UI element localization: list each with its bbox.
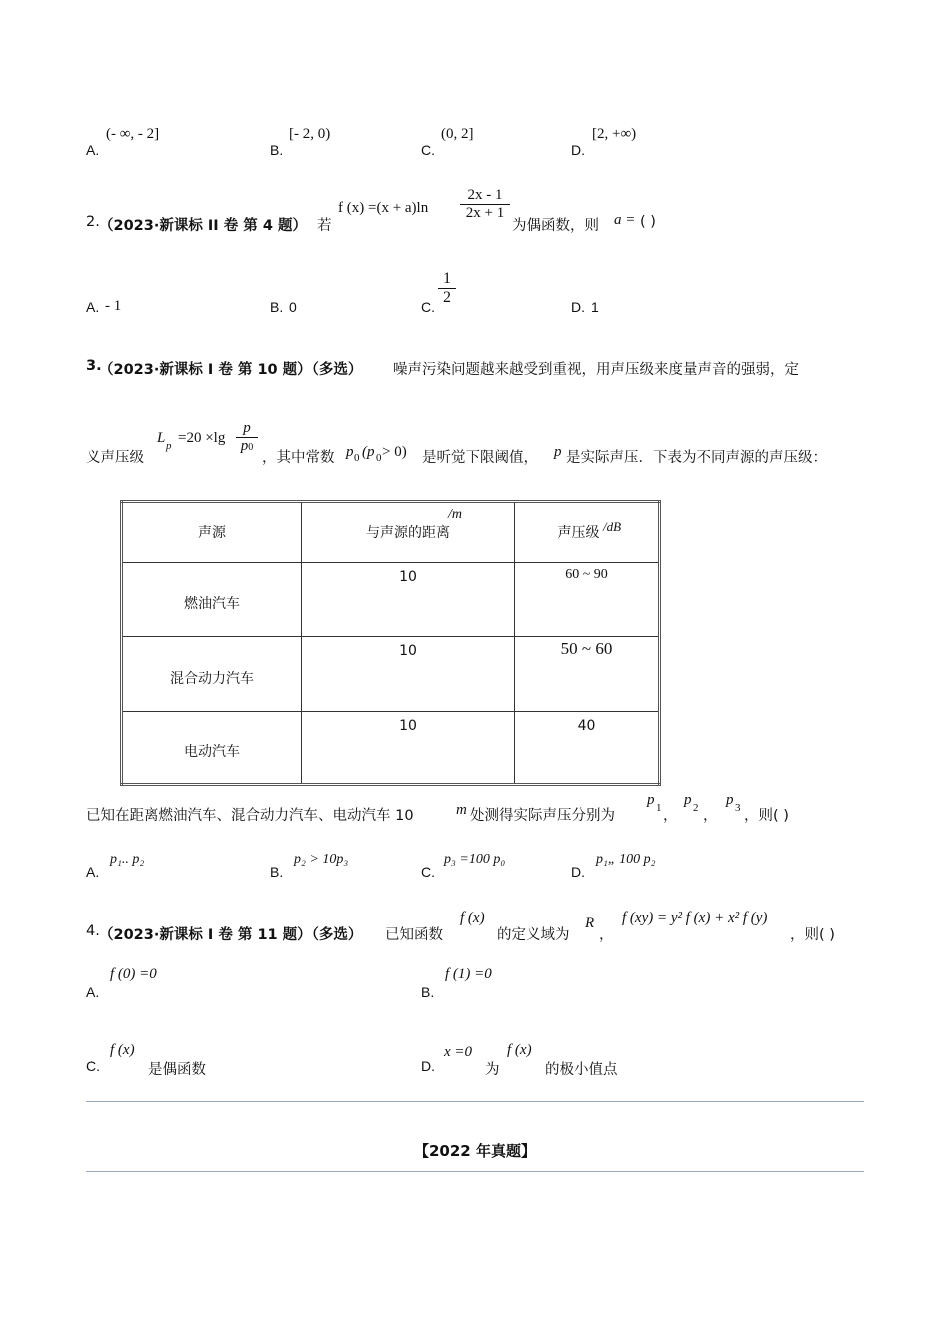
- q1-option-b-expr: [- 2, 0): [289, 126, 331, 142]
- table-cell-distance: 10: [302, 712, 515, 785]
- q3-option-d-expr: p₁„ 100 p₂: [596, 852, 656, 867]
- q4-number: 4.: [86, 923, 100, 939]
- section-title: 【2022 年真题】: [414, 1142, 536, 1160]
- q2-source: （2023·新课标 II 卷 第 4 题）: [99, 218, 307, 234]
- q4-end: ，则( ): [790, 927, 835, 943]
- q3-formula-sub: p: [166, 440, 172, 452]
- q4-option-d-text2: 的极小值点: [545, 1062, 618, 1078]
- q3-sep-1: ，: [663, 808, 678, 824]
- q2-option-c-den: 2: [438, 288, 456, 307]
- q3-given-text: 已知在距离燃油汽车、混合动力汽车、电动汽车 10: [86, 808, 414, 824]
- table-cell-source: 混合动力汽车: [122, 637, 302, 712]
- q3-formula-L: L: [157, 430, 166, 446]
- q4-mid: 的定义域为: [497, 927, 570, 943]
- q3-number: 3.: [86, 358, 102, 374]
- q4-option-a-label: A.: [86, 984, 100, 1000]
- table-cell-level: 60 ~ 90: [515, 562, 660, 637]
- q2-fraction: [460, 187, 510, 222]
- q3-p1: p: [647, 792, 655, 808]
- q2-option-d-label: D.: [571, 299, 585, 315]
- q3-p3: p: [726, 792, 734, 808]
- q3-formula-num: p: [243, 420, 251, 436]
- q3-p3-sub: 3: [735, 802, 741, 814]
- q1-option-d-expr: [2, +∞): [592, 126, 637, 142]
- q2-option-d-value: 1: [591, 299, 599, 315]
- q3-sep-2: ，: [703, 808, 718, 824]
- q2-option-c-label: C.: [421, 299, 435, 315]
- q2-option-b-label: B.: [270, 299, 284, 315]
- q2-lead: 若: [317, 218, 332, 234]
- q2-denominator: 2x + 1: [460, 204, 510, 222]
- table-header-level-unit: /dB: [603, 519, 622, 534]
- q3-given-tail: 处测得实际声压分别为: [470, 808, 615, 824]
- table-header-level: [515, 502, 660, 563]
- q3-p1-sub: 1: [656, 802, 662, 814]
- q3-option-b-expr: p₂ > 10p₃: [294, 852, 349, 867]
- q1-option-c-expr: (0, 2]: [441, 126, 474, 142]
- q4-fx: f (x): [460, 910, 485, 926]
- table-row: [122, 562, 660, 637]
- q3-option-b-label: B.: [270, 864, 284, 880]
- q1-option-d-label: D.: [571, 142, 585, 158]
- q2-option-b-value: 0: [289, 299, 297, 315]
- q1-option-a-label: A.: [86, 142, 100, 158]
- q4-option-d-expr: x =0: [444, 1044, 473, 1060]
- q3-p2-sub: 2: [693, 802, 699, 814]
- q2-option-c-num: 1: [443, 270, 451, 287]
- q4-option-c-expr: f (x): [110, 1042, 135, 1058]
- table-header-distance-label: 与声源的距离: [366, 525, 450, 542]
- q1-option-a-expr: (- ∞, - 2]: [106, 126, 160, 142]
- q4-R: R: [585, 915, 595, 931]
- q3-end: ，则( ): [744, 808, 789, 824]
- q2-a-eq: a =: [614, 212, 636, 228]
- q4-option-d-text: 为: [485, 1062, 500, 1078]
- q2-tail: 为偶函数，则: [512, 218, 599, 234]
- section-divider-bottom: [86, 1171, 864, 1172]
- q2-numerator: 2x - 1: [467, 187, 503, 203]
- q4-source: （2023·新课标 I 卷 第 11 题）（多选）: [99, 927, 363, 943]
- table-header-row: [122, 502, 660, 563]
- q4-option-a-expr: f (0) =0: [110, 966, 157, 982]
- table-header-source: 声源: [122, 502, 302, 563]
- q3-p2: p: [684, 792, 692, 808]
- q2-option-a-value: - 1: [105, 298, 122, 314]
- table-header-distance: [302, 502, 515, 563]
- q3-formula-den: p: [240, 438, 249, 454]
- table-header-level-label: 声压级: [557, 525, 600, 542]
- q3-p-var: p: [554, 444, 562, 460]
- q2-paren: ( ): [640, 214, 656, 230]
- table-header-distance-unit: /m: [448, 507, 462, 522]
- table-cell-source: 电动汽车: [122, 712, 302, 785]
- q3-p0-sub: 0: [354, 452, 360, 464]
- q1-option-b-label: B.: [270, 142, 284, 158]
- q3-option-d-label: D.: [571, 864, 585, 880]
- table-row: [122, 637, 660, 712]
- q3-option-c-label: C.: [421, 864, 435, 880]
- q3-p0: p: [346, 444, 354, 460]
- q4-option-c-text: 是偶函数: [148, 1062, 206, 1078]
- q3-text-line1: 噪声污染问题越来越受到重视，用声压级来度量声音的强弱，定: [393, 362, 799, 378]
- q4-option-d-expr2: f (x): [507, 1042, 532, 1058]
- q3-given-m: m: [456, 802, 467, 818]
- q2-option-a-label: A.: [86, 299, 100, 315]
- q3-p0-cond: (p: [362, 444, 375, 460]
- q3-formula-fraction: [236, 420, 258, 455]
- q3-text-line2-lead: 义声压级: [86, 450, 144, 466]
- table-cell-level: 50 ~ 60: [515, 637, 660, 712]
- section-divider-top: [86, 1101, 864, 1102]
- q3-option-a-label: A.: [86, 864, 100, 880]
- q4-option-c-label: C.: [86, 1058, 100, 1074]
- table-cell-distance: 10: [302, 637, 515, 712]
- q4-lead: 已知函数: [385, 927, 443, 943]
- q3-text-line2-tail: 是听觉下限阈值，: [422, 450, 538, 466]
- q3-p0-cond-sub: 0: [376, 452, 382, 464]
- q3-source: （2023·新课标 I 卷 第 10 题）（多选）: [99, 362, 363, 378]
- q2-option-c-fraction: [438, 270, 456, 307]
- table-cell-level: 40: [515, 712, 660, 785]
- q3-option-a-expr: p₁.. p₂: [110, 852, 145, 867]
- q4-option-b-expr: f (1) =0: [445, 966, 492, 982]
- q3-text-line2-end: 是实际声压．下表为不同声源的声压级：: [566, 450, 827, 466]
- q1-option-c-label: C.: [421, 142, 435, 158]
- q4-comma: ，: [599, 927, 614, 943]
- table-cell-source: 燃油汽车: [122, 562, 302, 637]
- q4-equation: f (xy) = y² f (x) + x² f (y): [622, 910, 768, 926]
- q2-number: 2.: [86, 214, 100, 230]
- q4-option-b-label: B.: [421, 984, 435, 1000]
- q3-formula-den-sub: 0: [248, 442, 254, 453]
- q4-option-d-label: D.: [421, 1058, 435, 1074]
- table-row: [122, 712, 660, 785]
- q3-formula-eq: =20 ×lg: [178, 430, 226, 446]
- table-cell-distance: 10: [302, 562, 515, 637]
- sound-level-table: [120, 500, 661, 786]
- q3-option-c-expr: p₃ =100 p₀: [444, 852, 506, 867]
- q3-p0-cond-tail: > 0): [382, 444, 407, 460]
- q2-function: f (x) =(x + a)ln: [338, 200, 429, 216]
- q3-text-line2-mid: ，其中常数: [262, 450, 335, 466]
